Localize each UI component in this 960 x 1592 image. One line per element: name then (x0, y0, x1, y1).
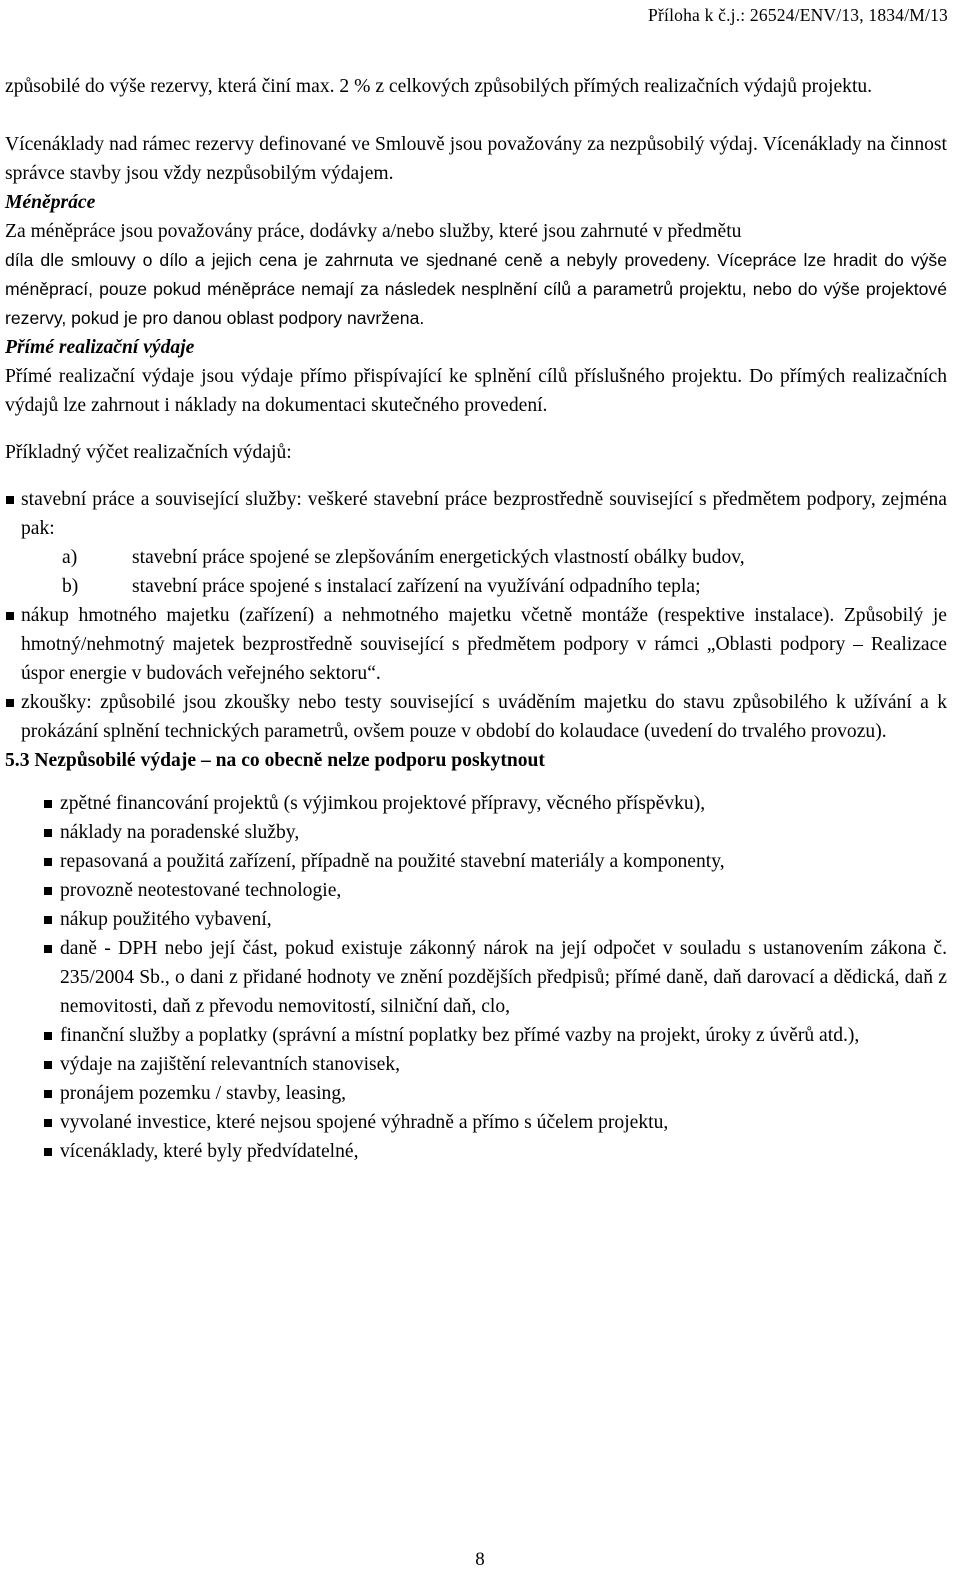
list-item-text: nákup hmotného majetku (zařízení) a nehmotného majetku včetně montáže (respektive instalace). Způsobilý je hmotný/nehmotný majetek bezprostředně související s předmětem podpory v rámci „Oblasti podpory – Realizace úspor energie v budovách veřejného sektoru“. (21, 605, 947, 684)
list-item-text: pronájem pozemku / stavby, leasing, (60, 1083, 347, 1104)
list-item-text: zkoušky: způsobilé jsou zkoušky nebo testy související s uváděním majetku do stavu způsobilého k užívání a k prokázání splnění technických parametrů, ovšem pouze v období do kolaudace (uvedení do trvalého provozu). (21, 692, 947, 742)
list-item (43, 1050, 947, 1079)
bullet-square-icon (6, 612, 14, 620)
list-item (43, 818, 947, 847)
list-item (5, 601, 947, 688)
list-item (43, 1137, 947, 1166)
sub-list-text: stavební práce spojené se zlepšováním energetických vlastností obálky budov, (132, 547, 745, 568)
list-item (43, 876, 947, 905)
sub-list-item (62, 543, 947, 572)
list-item (43, 1021, 947, 1050)
list-item (43, 905, 947, 934)
bullet-square-icon (44, 1119, 52, 1127)
bullet-square-icon (44, 916, 52, 924)
list-item (5, 485, 947, 601)
list-item-text: vyvolané investice, které nejsou spojené výhradně a přímo s účelem projektu, (60, 1112, 669, 1133)
list-item-text: náklady na poradenské služby, (60, 822, 300, 843)
bullet-square-icon (44, 858, 52, 866)
realizacni-vydaje-list (5, 485, 947, 746)
page-header-reference: Příloha k č.j.: 26524/ENV/13, 1834/M/13 (648, 5, 948, 25)
heading-prime-vydaje: Přímé realizační výdaje (5, 337, 195, 358)
list-item (43, 1079, 947, 1108)
list-item-text: repasovaná a použitá zařízení, případně na použité stavební materiály a komponenty, (60, 851, 725, 872)
list-item-text: výdaje na zajištění relevantních stanovisek, (60, 1054, 401, 1075)
nezpusobile-vydaje-list (5, 789, 947, 1166)
document-body (5, 72, 947, 1166)
meneprace-paragraph-line1: Za méněpráce jsou považovány práce, dodávky a/nebo služby, které jsou zahrnuté v předmětu (5, 221, 742, 242)
meneprace-paragraph-rest: díla dle smlouvy o dílo a jejich cena je zahrnuta ve sjednané ceně a nebyly provedeny. Vícepráce lze hradit do výše méněprací, pouze pokud méněpráce nemají za následek nesplnění cílů a parametrů projektu, nebo do výše projektové rezervy, pokud je pro danou oblast podpory navržena. (5, 250, 947, 328)
list-item (43, 789, 947, 818)
intro-paragraph-2: Vícenáklady nad rámec rezervy definované ve Smlouvě jsou považovány za nezpůsobilý výdaj. Vícenáklady na činnost správce stavby jsou vždy nezpůsobilým výdajem. (5, 134, 947, 184)
sub-list-marker: b) (62, 576, 79, 597)
bullet-square-icon (44, 1148, 52, 1156)
list-item (5, 688, 947, 746)
sub-list-text: stavební práce spojené s instalací zařízení na využívání odpadního tepla; (132, 576, 701, 597)
section-heading-5-3: 5.3 Nezpůsobilé výdaje – na co obecně nelze podporu poskytnout (5, 750, 545, 771)
sub-list-marker: a) (62, 547, 78, 568)
prime-paragraph: Přímé realizační výdaje jsou výdaje přímo přispívající ke splnění cílů příslušného projektu. Do přímých realizačních výdajů lze zahrnout i náklady na dokumentaci skutečného provedení. (5, 366, 947, 416)
intro-paragraph-1: způsobilé do výše rezervy, která činí max. 2 % z celkových způsobilých přímých realizačních výdajů projektu. (5, 76, 873, 97)
bullet-square-icon (44, 829, 52, 837)
list-item (43, 1108, 947, 1137)
bullet-square-icon (44, 800, 52, 808)
list-item-text: vícenáklady, které byly předvídatelné, (60, 1141, 359, 1162)
heading-meneprace: Méněpráce (5, 192, 96, 213)
bullet-square-icon (44, 1032, 52, 1040)
list-item-text: nákup použitého vybavení, (60, 909, 272, 930)
sub-list (21, 543, 947, 601)
page-number: 8 (475, 1549, 485, 1570)
bullet-square-icon (44, 887, 52, 895)
sub-list-item (62, 572, 947, 601)
list-item-text: daně - DPH nebo její část, pokud existuje zákonný nárok na její odpočet v souladu s ustanovením zákona č. 235/2004 Sb., o dani z přidané hodnoty ve znění pozdějších předpisů; přímé daně, daň darovací a dědická, daň z nemovitosti, daň z převodu nemovitostí, silniční daň, clo, (60, 938, 947, 1017)
list-item-text: finanční služby a poplatky (správní a místní poplatky bez přímé vazby na projekt, úroky z úvěrů atd.), (60, 1025, 860, 1046)
list-intro: Příkladný výčet realizačních výdajů: (5, 442, 292, 463)
list-item-text: provozně neotestované technologie, (60, 880, 342, 901)
list-item-text: zpětné financování projektů (s výjimkou projektové přípravy, věcného příspěvku), (60, 793, 706, 814)
bullet-square-icon (44, 1090, 52, 1098)
bullet-square-icon (6, 496, 14, 504)
list-item (43, 934, 947, 1021)
bullet-square-icon (44, 1061, 52, 1069)
bullet-square-icon (44, 945, 52, 953)
list-item-text: stavební práce a související služby: veškeré stavební práce bezprostředně související s předmětem podpory, zejména pak: (21, 489, 947, 539)
list-item (43, 847, 947, 876)
bullet-square-icon (6, 699, 14, 707)
